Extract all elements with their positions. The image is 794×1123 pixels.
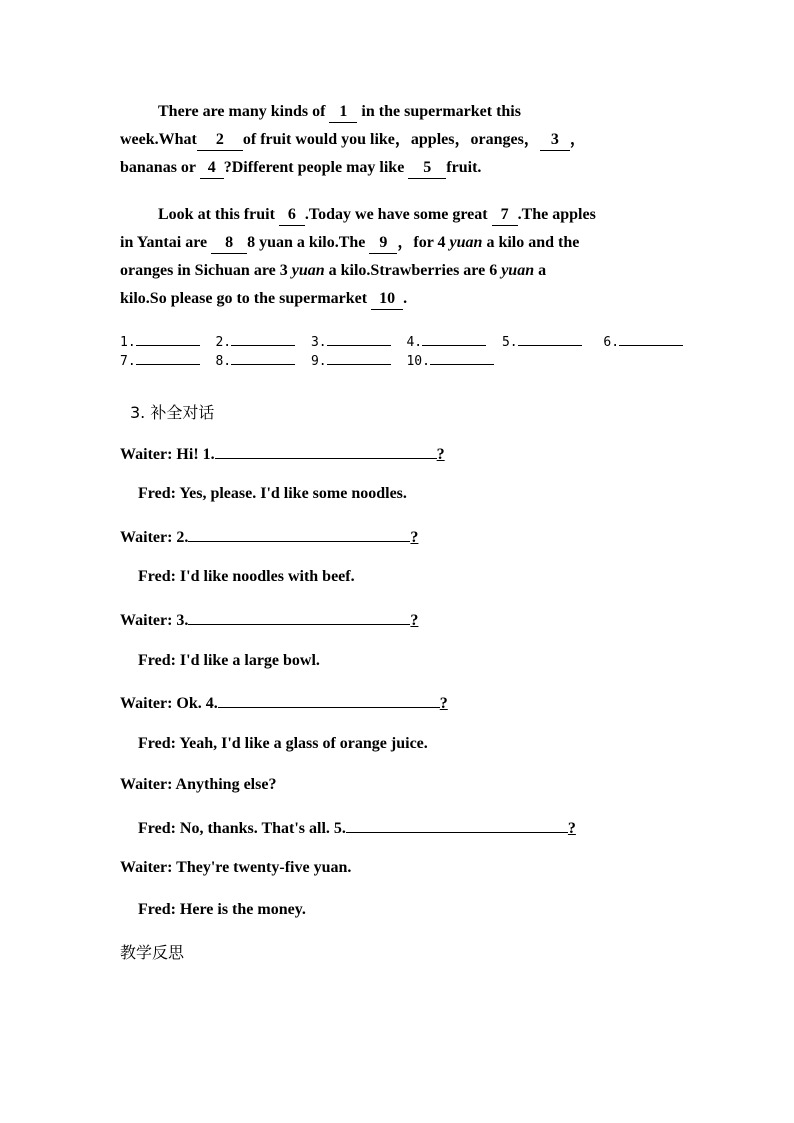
answer-9[interactable]: 9. bbox=[311, 350, 391, 371]
blank-3: 3 bbox=[540, 130, 570, 151]
blank-7: 7 bbox=[492, 205, 518, 226]
answer-6[interactable]: 6. bbox=[603, 331, 683, 352]
answer-row-2 bbox=[120, 350, 691, 369]
answer-2[interactable]: 2. bbox=[215, 331, 295, 352]
dialogue-blank-3[interactable] bbox=[188, 608, 410, 625]
passage-2-line-1: Look at this fruit 6 .Today we have some great 7 .The apples bbox=[120, 201, 680, 229]
blank-5: 5 bbox=[408, 158, 446, 179]
dialogue-blank-2[interactable] bbox=[188, 525, 410, 542]
blank-10: 10 bbox=[371, 289, 403, 310]
dialogue-line-9: Waiter: Anything else? bbox=[120, 776, 277, 793]
passage-1-line-2: week.What 2 of fruit would you like，apples，oranges， 3 ， bbox=[120, 126, 680, 154]
dialogue-line-4: Fred: I'd like noodles with beef. bbox=[138, 568, 355, 585]
dialogue-line-10: Fred: No, thanks. That's all. 5. ? bbox=[138, 816, 576, 840]
dialogue-line-12: Fred: Here is the money. bbox=[138, 901, 306, 918]
blank-9: 9 bbox=[369, 233, 397, 254]
dialogue-line-5: Waiter: 3. ? bbox=[120, 608, 418, 632]
blank-6: 6 bbox=[279, 205, 305, 226]
blank-8: 8 bbox=[211, 233, 247, 254]
dialogue-line-6: Fred: I'd like a large bowl. bbox=[138, 652, 320, 669]
dialogue-line-8: Fred: Yeah, I'd like a glass of orange juice. bbox=[138, 735, 428, 752]
passage-2-line-3: oranges in Sichuan are 3 yuan a kilo.Strawberries are 6 yuan a bbox=[120, 262, 547, 279]
answer-1[interactable]: 1. bbox=[120, 331, 200, 352]
teaching-reflection-heading: 教学反思 bbox=[120, 943, 185, 962]
dialogue-blank-4[interactable] bbox=[218, 691, 440, 708]
answer-row-1 bbox=[120, 331, 691, 350]
answer-5[interactable]: 5. bbox=[502, 331, 582, 352]
dialogue-line-7: Waiter: Ok. 4. ? bbox=[120, 691, 448, 715]
blank-2: 2 bbox=[197, 130, 243, 151]
blank-4: 4 bbox=[200, 158, 224, 179]
dialogue-line-2: Fred: Yes, please. I'd like some noodles. bbox=[138, 485, 407, 502]
passage-1-line-1: There are many kinds of 1 in the supermarket this bbox=[120, 98, 680, 126]
dialogue-line-11: Waiter: They're twenty-five yuan. bbox=[120, 859, 352, 876]
dialogue-blank-1[interactable] bbox=[215, 442, 437, 459]
answer-4[interactable]: 4. bbox=[406, 331, 486, 352]
dialogue-line-3: Waiter: 2. ? bbox=[120, 525, 418, 549]
passage-2-line-4: kilo.So please go to the supermarket 10 . bbox=[120, 285, 680, 313]
answer-10[interactable]: 10. bbox=[406, 350, 493, 371]
answer-7[interactable]: 7. bbox=[120, 350, 200, 371]
dialogue-blank-5[interactable] bbox=[346, 816, 568, 833]
answer-8[interactable]: 8. bbox=[215, 350, 295, 371]
answer-3[interactable]: 3. bbox=[311, 331, 391, 352]
passage-2 bbox=[120, 201, 680, 313]
dialogue-line-1: Waiter: Hi! 1. ? bbox=[120, 442, 445, 466]
blank-1: 1 bbox=[329, 102, 357, 123]
passage-1-line-3: bananas or 4 ?Different people may like 5 fruit. bbox=[120, 154, 680, 182]
answer-lines bbox=[120, 331, 691, 369]
section-title: 3. 补全对话 bbox=[130, 403, 215, 422]
passage-2-line-2: in Yantai are 8 8 yuan a kilo.The 9 ，for 4 yuan a kilo and the bbox=[120, 229, 680, 257]
passage-1 bbox=[120, 98, 680, 182]
